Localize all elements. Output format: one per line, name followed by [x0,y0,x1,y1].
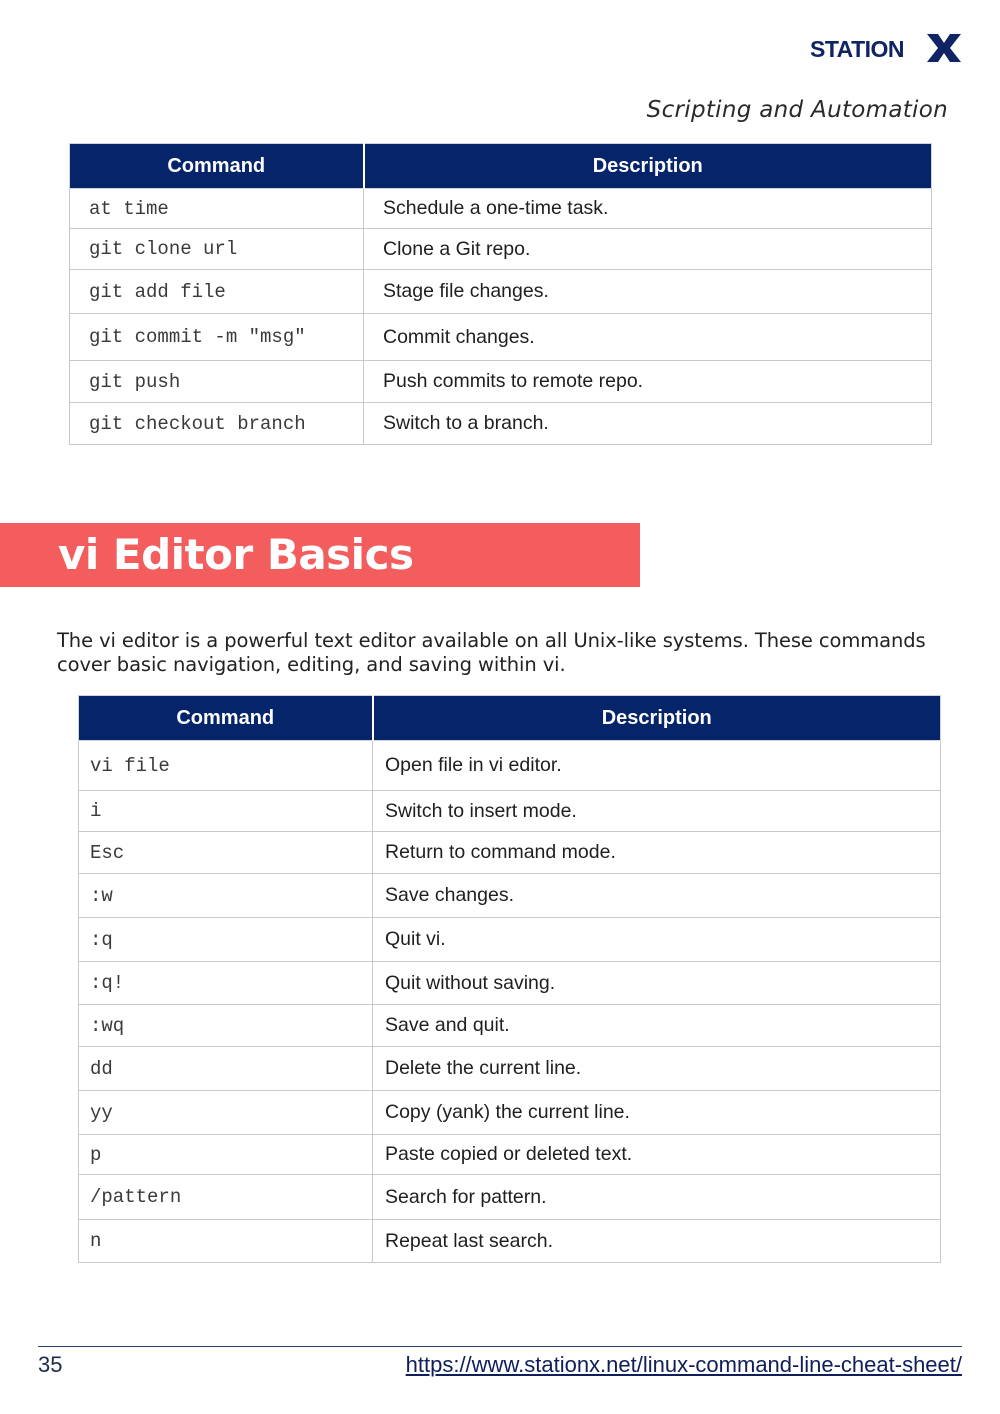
description-cell: Switch to insert mode. [373,791,941,832]
column-header-description: Description [364,144,932,189]
table-row [79,832,941,874]
description-cell: Search for pattern. [373,1175,941,1220]
table-row [70,403,932,445]
command-cell: git push [70,361,364,403]
command-cell: git commit -m "msg" [70,314,364,361]
column-header-command: Command [79,696,373,741]
command-cell: :q! [79,962,373,1005]
table-row [79,1091,941,1135]
table-row [70,270,932,314]
description-cell: Paste copied or deleted text. [373,1135,941,1175]
table-row [70,361,932,403]
command-cell: at time [70,189,364,229]
description-cell: Quit vi. [373,918,941,962]
footer-divider [38,1346,962,1347]
table-row [79,1135,941,1175]
column-header-description: Description [373,696,941,741]
section-banner [0,523,640,587]
table-row [70,229,932,270]
column-header-command: Command [70,144,364,189]
description-cell: Push commits to remote repo. [364,361,932,403]
footer-link[interactable]: https://www.stationx.net/linux-command-line-cheat-sheet/ [405,1352,962,1377]
command-cell: :w [79,874,373,918]
table-row [79,791,941,832]
table-row [79,1005,941,1047]
section-label: Scripting and Automation [646,97,948,123]
table-row [79,874,941,918]
table-header-row [79,696,941,741]
command-cell: i [79,791,373,832]
command-cell: /pattern [79,1175,373,1220]
stationx-logo [810,30,962,66]
command-cell: p [79,1135,373,1175]
description-cell: Save changes. [373,874,941,918]
command-cell: yy [79,1091,373,1135]
table-header-row [70,144,932,189]
description-cell: Copy (yank) the current line. [373,1091,941,1135]
description-cell: Repeat last search. [373,1220,941,1263]
section-heading: vi Editor Basics [58,530,414,579]
description-cell: Schedule a one-time task. [364,189,932,229]
description-cell: Stage file changes. [364,270,932,314]
description-cell: Return to command mode. [373,832,941,874]
svg-text:STATION: STATION [810,36,905,62]
page-number: 35 [38,1352,63,1377]
command-cell: git checkout branch [70,403,364,445]
command-cell: dd [79,1047,373,1091]
command-cell: Esc [79,832,373,874]
command-cell: git add file [70,270,364,314]
description-cell: Quit without saving. [373,962,941,1005]
table-row [79,1175,941,1220]
description-cell: Commit changes. [364,314,932,361]
table-row [79,962,941,1005]
table-row [79,1220,941,1263]
table-row [79,918,941,962]
description-cell: Open file in vi editor. [373,741,941,791]
command-cell: n [79,1220,373,1263]
command-cell: git clone url [70,229,364,270]
description-cell: Switch to a branch. [364,403,932,445]
vi-commands-table [78,695,941,1263]
description-cell: Delete the current line. [373,1047,941,1091]
table-row [79,741,941,791]
table-row [70,314,932,361]
scripting-commands-table [69,143,932,445]
description-cell: Clone a Git repo. [364,229,932,270]
command-cell: :wq [79,1005,373,1047]
table-row [70,189,932,229]
description-cell: Save and quit. [373,1005,941,1047]
command-cell: vi file [79,741,373,791]
intro-paragraph: The vi editor is a powerful text editor available on all Unix-like systems. These commands cover basic navigation, editing, and saving within vi. [57,628,926,676]
command-cell: :q [79,918,373,962]
table-row [79,1047,941,1091]
